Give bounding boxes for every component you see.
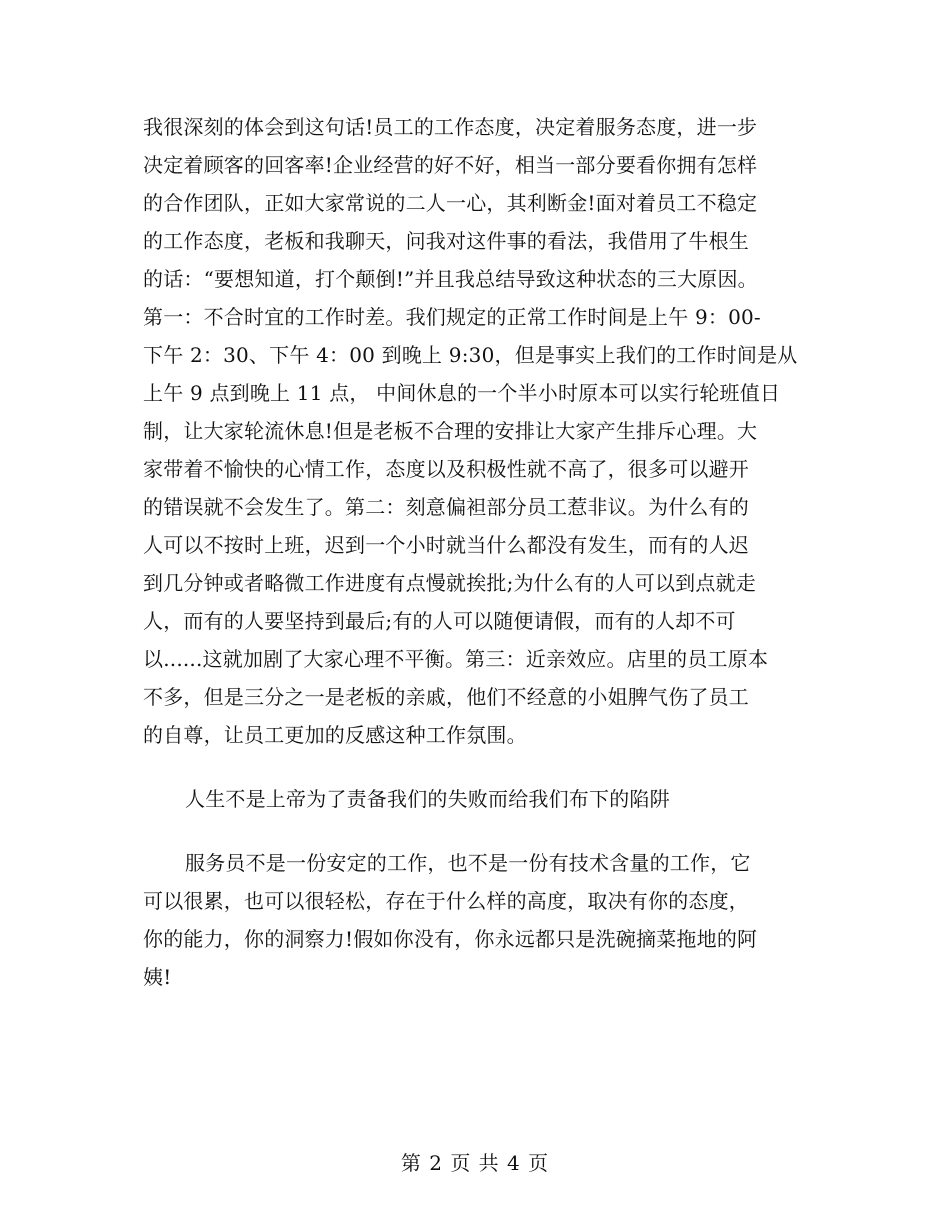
- text-line: 家带着不愉快的心情工作，态度以及积极性就不高了，很多可以避开: [143, 457, 749, 481]
- text-line: 人可以不按时上班，迟到一个小时就当什么都没有发生，而有的人迟: [143, 533, 749, 557]
- page-number-footer: 第 2 页 共 4 页: [400, 1151, 550, 1175]
- paragraph-1: [143, 108, 823, 754]
- text-line: 你的能力，你的洞察力!假如你没有，你永远都只是洗碗摘菜拖地的阿: [143, 927, 758, 951]
- text-line: 可以很累，也可以很轻松，存在于什么样的高度，取决有你的态度，: [143, 889, 749, 913]
- text-line: 人，而有的人要坚持到最后;有的人可以随便请假，而有的人却不可: [143, 609, 736, 633]
- text-line: 姨!: [143, 965, 172, 989]
- paragraph-spacer: [143, 818, 823, 844]
- paragraph-2: [143, 844, 823, 996]
- text-line: 的合作团队，正如大家常说的二人一心，其利断金!面对着员工不稳定: [143, 191, 758, 215]
- paragraph-spacer: [143, 754, 823, 780]
- text-line: 的自尊，让员工更加的反感这种工作氛围。: [143, 723, 527, 747]
- text-line: 的话：“要想知道，打个颠倒!”并且我总结导致这种状态的三大原因。: [143, 267, 758, 291]
- document-body: [143, 108, 823, 996]
- text-line: 服务员不是一份安定的工作，也不是一份有技术含量的工作，它: [185, 851, 751, 875]
- text-line: 以......这就加剧了大家心理不平衡。第三：近亲效应。店里的员工原本: [143, 647, 769, 671]
- text-line: 决定着顾客的回客率!企业经营的好不好，相当一部分要看你拥有怎样: [143, 153, 758, 177]
- text-line: 到几分钟或者略微工作进度有点慢就挨批;为什么有的人可以到点就走: [143, 571, 756, 595]
- section-heading: 人生不是上帝为了责备我们的失败而给我们布下的陷阱: [185, 787, 670, 811]
- text-line: 第一：不合时宜的工作时差。我们规定的正常工作时间是上午 9：00-: [143, 305, 761, 329]
- text-line: 的错误就不会发生了。第二：刻意偏袒部分员工惹非议。为什么有的: [143, 495, 749, 519]
- text-line: 的工作态度，老板和我聊天，问我对这件事的看法，我借用了牛根生: [143, 229, 749, 253]
- text-line: 上午 9 点到晚上 11 点， 中间休息的一个半小时原本可以实行轮班值日: [143, 381, 781, 405]
- text-line: 下午 2：30、下午 4：00 到晚上 9:30，但是事实上我们的工作时间是从: [143, 343, 798, 367]
- text-line: 我很深刻的体会到这句话!员工的工作态度，决定着服务态度，进一步: [143, 115, 758, 139]
- text-line: 不多，但是三分之一是老板的亲戚，他们不经意的小姐脾气伤了员工: [143, 685, 749, 709]
- text-line: 制，让大家轮流休息!但是老板不合理的安排让大家产生排斥心理。大: [143, 419, 758, 443]
